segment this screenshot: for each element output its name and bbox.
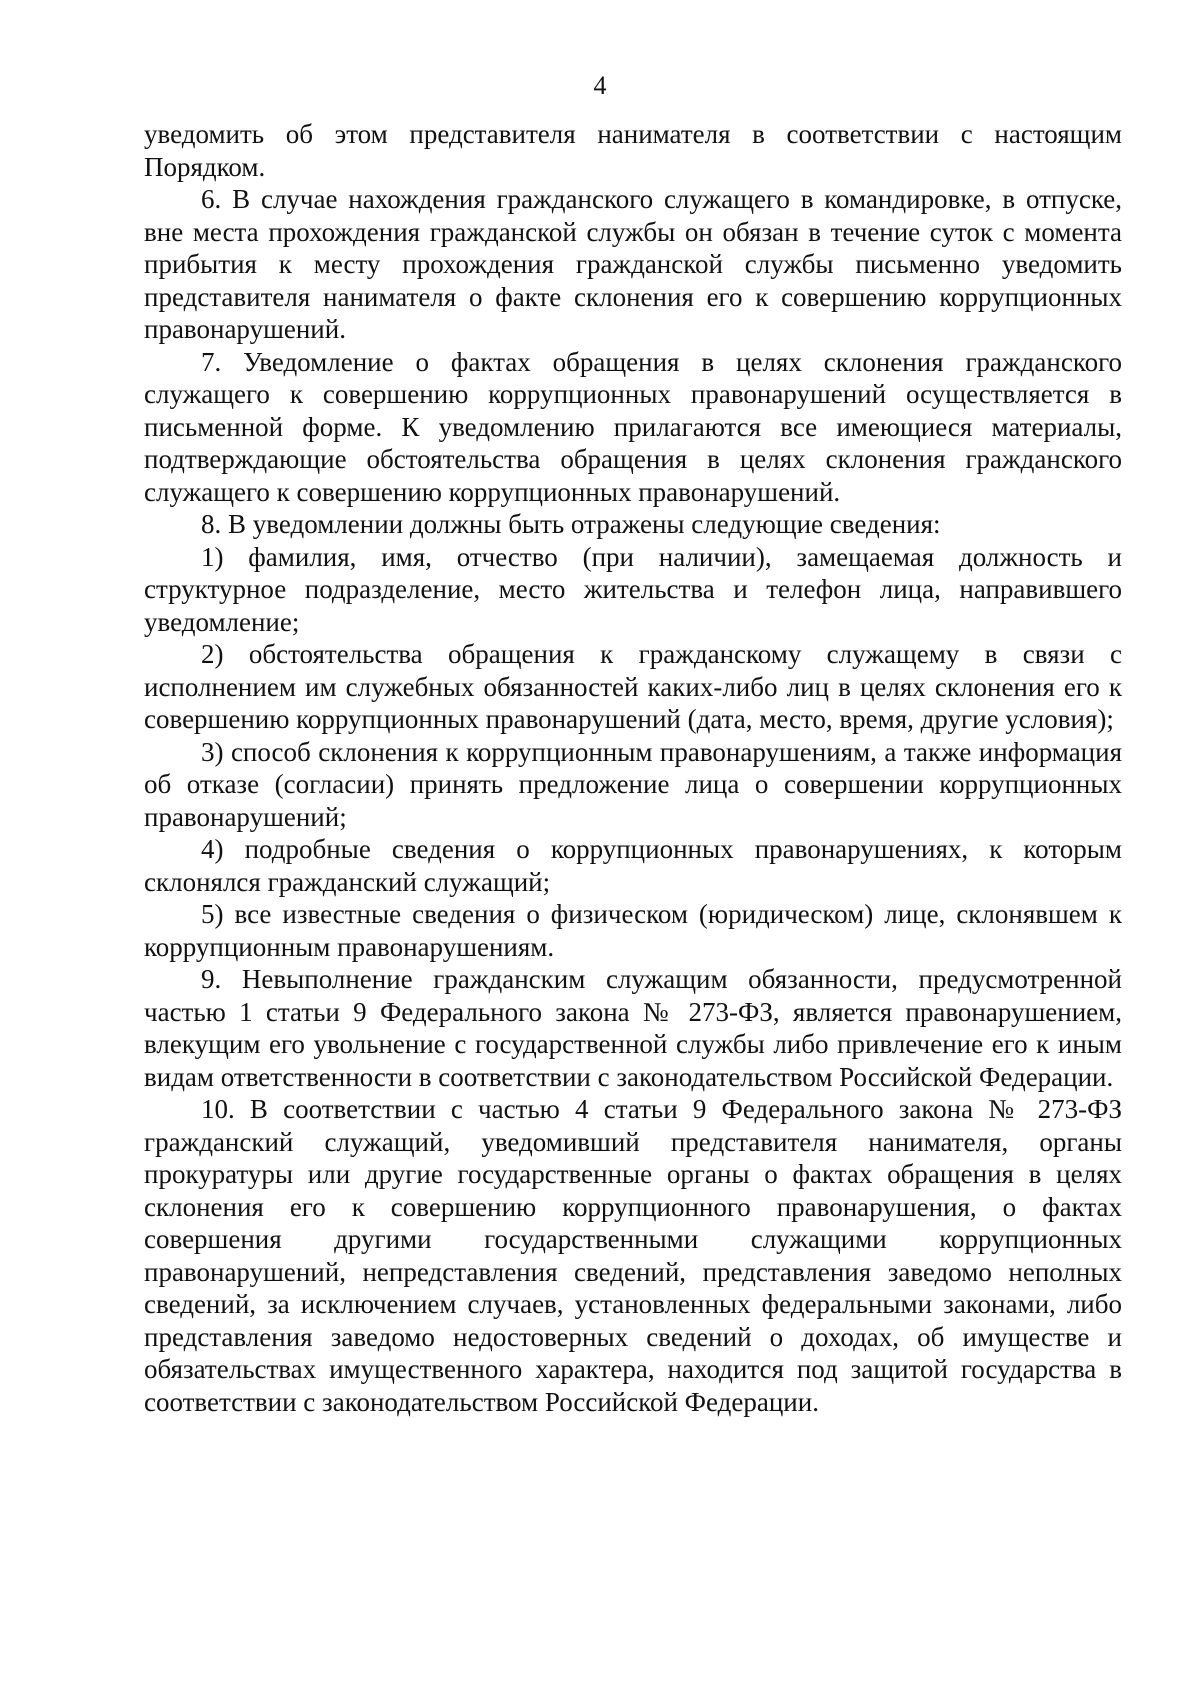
document-body	[144, 118, 1122, 1418]
subitem-4: 4) подробные сведения о коррупционных правонарушениях, к которым склонялся гражданский служащий;	[144, 834, 1122, 897]
page-number: 4	[593, 71, 607, 100]
subitem-3: 3) способ склонения к коррупционным правонарушениям, а также информация об отказе (согласии) принять предложение лица о совершении коррупционных правонарушений;	[144, 736, 1122, 832]
paragraph: уведомить об этом представителя нанимателя в соответствии с настоящим Порядком.	[144, 119, 1122, 182]
paragraph-item-8: 8. В уведомлении должны быть отражены следующие сведения:	[201, 509, 941, 539]
subitem-1: 1) фамилия, имя, отчество (при наличии), замещаемая должность и структурное подразделение, место жительства и телефон лица, направившего уведомление;	[144, 541, 1122, 637]
paragraph-item-10: 10. В соответствии с частью 4 статьи 9 Федерального закона № 273-ФЗ гражданский служащий, уведомивший представителя нанимателя, органы прокуратуры или другие государственные органы о фактах обращения в целях склонения его к совершению коррупционного правонарушения, о фактах совершения другими государственными служащими коррупционных правонарушений, непредставления сведений, представления заведомо неполных сведений, за исключением случаев, установленных федеральными законами, либо представления заведомо недостоверных сведений о доходах, об имуществе и обязательствах имущественного характера, находится под защитой государства в соответствии с законодательством Российской Федерации.	[144, 1094, 1122, 1417]
subitem-2: 2) обстоятельства обращения к гражданскому служащему в связи с исполнением им служебных обязанностей каких-либо лиц в целях склонения его к совершению коррупционных правонарушений (дата, место, время, другие условия);	[144, 639, 1122, 734]
paragraph-item-6: 6. В случае нахождения гражданского служащего в командировке, в отпуске, вне места прохождения гражданской службы он обязан в течение суток с момента прибытия к месту прохождения гражданской службы письменно уведомить представителя нанимателя о факте склонения его к совершению коррупционных правонарушений.	[144, 184, 1122, 344]
subitem-5: 5) все известные сведения о физическом (юридическом) лице, склонявшем к коррупционным правонарушениям.	[144, 899, 1122, 962]
paragraph-item-7: 7. Уведомление о фактах обращения в целях склонения гражданского служащего к совершению коррупционных правонарушений осуществляется в письменной форме. К уведомлению прилагаются все имеющиеся материалы, подтверждающие обстоятельства обращения в целях склонения гражданского служащего к совершению коррупционных правонарушений.	[144, 346, 1122, 507]
paragraph-item-9: 9. Невыполнение гражданским служащим обязанности, предусмотренной частью 1 статьи 9 Федерального закона № 273-ФЗ, является правонарушением, влекущим его увольнение с государственной службы либо привлечение его к иным видам ответственности в соответствии с законодательством Российской Федерации.	[144, 964, 1122, 1092]
